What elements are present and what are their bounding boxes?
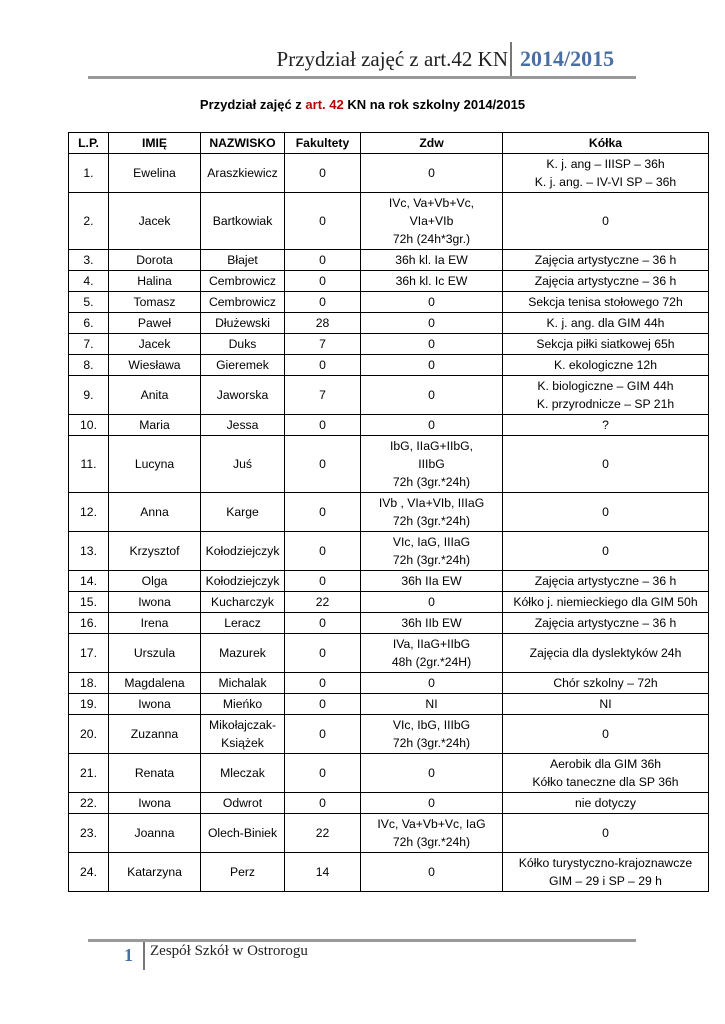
cell-first-name: Zuzanna <box>109 715 201 754</box>
cell-last-name <box>201 715 285 754</box>
cell-kolka-line: 0 <box>602 826 609 840</box>
cell-first-name: Joanna <box>109 814 201 853</box>
cell-zdw-line: IVb , VIa+VIb, IIIaG <box>378 496 485 510</box>
cell-last-name-line: Mleczak <box>220 766 265 780</box>
cell-first-name: Ewelina <box>109 154 201 193</box>
cell-kolka <box>503 793 709 814</box>
cell-kolka <box>503 313 709 334</box>
cell-kolka-line: Zajęcia artystyczne – 36 h <box>534 574 677 588</box>
footer-rule <box>88 939 636 942</box>
cell-lp: 19. <box>69 694 109 715</box>
cell-zdw <box>361 793 503 814</box>
cell-fakultety: 0 <box>285 715 361 754</box>
cell-last-name <box>201 154 285 193</box>
cell-first-name: Wiesława <box>109 355 201 376</box>
header-fakultety: Fakultety <box>285 133 361 154</box>
cell-kolka <box>503 436 709 493</box>
cell-lp: 3. <box>69 250 109 271</box>
cell-kolka-line: Zajęcia artystyczne – 36 h <box>534 253 677 267</box>
cell-last-name <box>201 193 285 250</box>
cell-zdw-line: 0 <box>428 796 435 810</box>
cell-zdw-line: 36h IIb EW <box>401 616 462 630</box>
cell-kolka-line: 0 <box>602 544 609 558</box>
header-separator <box>510 42 512 78</box>
cell-first-name: Irena <box>109 613 201 634</box>
cell-last-name <box>201 313 285 334</box>
cell-last-name-line: Mazurek <box>219 646 266 660</box>
cell-fakultety: 0 <box>285 493 361 532</box>
cell-kolka <box>503 355 709 376</box>
cell-fakultety: 28 <box>285 313 361 334</box>
cell-last-name <box>201 814 285 853</box>
table-row <box>69 571 709 592</box>
cell-last-name-line: Kucharczyk <box>211 595 274 609</box>
cell-lp: 7. <box>69 334 109 355</box>
cell-last-name <box>201 415 285 436</box>
assignment-table <box>68 132 709 892</box>
cell-kolka-line: Aerobik dla GIM 36h <box>549 757 662 771</box>
header-kolka: Kółka <box>503 133 709 154</box>
cell-kolka <box>503 415 709 436</box>
cell-first-name: Iwona <box>109 793 201 814</box>
cell-last-name <box>201 532 285 571</box>
cell-zdw-line: 72h (3gr.*24h) <box>392 835 471 849</box>
cell-kolka-line: K. j. ang – IIISP – 36h <box>546 157 665 171</box>
cell-last-name <box>201 334 285 355</box>
cell-lp: 9. <box>69 376 109 415</box>
cell-zdw-line: IVa, IIaG+IIbG <box>392 637 471 651</box>
cell-kolka <box>503 715 709 754</box>
table-row <box>69 853 709 892</box>
cell-last-name-line: Karge <box>226 505 259 519</box>
cell-last-name-line: Juś <box>233 457 252 471</box>
cell-kolka-line: 0 <box>602 505 609 519</box>
cell-lp: 11. <box>69 436 109 493</box>
cell-last-name-line: Mieńko <box>222 697 263 711</box>
cell-last-name-line: Jessa <box>226 418 259 432</box>
cell-kolka-line: 0 <box>602 457 609 471</box>
cell-kolka-line: Kółko j. niemieckiego dla GIM 50h <box>513 595 698 609</box>
cell-last-name-line: Kołodziejczyk <box>205 574 280 588</box>
table-row <box>69 334 709 355</box>
cell-last-name <box>201 694 285 715</box>
cell-zdw <box>361 754 503 793</box>
cell-kolka-line: NI <box>599 697 612 711</box>
cell-lp: 22. <box>69 793 109 814</box>
cell-lp: 6. <box>69 313 109 334</box>
cell-zdw-line: 72h (3gr.*24h) <box>392 514 471 528</box>
cell-fakultety: 0 <box>285 271 361 292</box>
table-row <box>69 271 709 292</box>
cell-kolka-line: K. j. ang. dla GIM 44h <box>546 316 665 330</box>
cell-lp: 8. <box>69 355 109 376</box>
cell-zdw <box>361 415 503 436</box>
cell-last-name-line: Dłużewski <box>215 316 270 330</box>
cell-fakultety: 22 <box>285 592 361 613</box>
cell-zdw <box>361 355 503 376</box>
cell-last-name-line: Książek <box>221 736 264 750</box>
cell-last-name-line: Mikołajczak- <box>208 718 277 732</box>
cell-kolka-line: Kółko turystyczno-krajoznawcze <box>518 856 693 870</box>
cell-last-name <box>201 634 285 673</box>
cell-zdw <box>361 313 503 334</box>
cell-last-name-line: Perz <box>229 865 256 879</box>
cell-first-name: Magdalena <box>109 673 201 694</box>
cell-zdw-line: IVc, Va+Vb+Vc, <box>388 196 475 210</box>
document-title-part2: KN na rok szkolny 2014/2015 <box>343 97 526 112</box>
cell-zdw-line: IbG, IIaG+IIbG, <box>390 439 473 453</box>
cell-zdw <box>361 592 503 613</box>
table-row <box>69 355 709 376</box>
cell-zdw-line: 72h (3gr.*24h) <box>392 736 471 750</box>
cell-lp: 14. <box>69 571 109 592</box>
cell-fakultety: 0 <box>285 634 361 673</box>
cell-kolka <box>503 814 709 853</box>
cell-kolka <box>503 334 709 355</box>
cell-zdw-line: 72h (3gr.*24h) <box>392 553 471 567</box>
cell-zdw <box>361 250 503 271</box>
cell-kolka-line: Sekcja tenisa stołowego 72h <box>528 295 683 309</box>
cell-first-name: Katarzyna <box>109 853 201 892</box>
cell-zdw-line: 72h (24h*3gr.) <box>392 232 471 246</box>
cell-first-name: Maria <box>109 415 201 436</box>
cell-zdw-line: 72h (3gr.*24h) <box>392 475 471 489</box>
table-row <box>69 193 709 250</box>
cell-first-name: Jacek <box>109 193 201 250</box>
document-title <box>0 97 725 112</box>
page-number: 1 <box>124 945 133 965</box>
cell-zdw-line: 0 <box>428 388 435 402</box>
cell-first-name: Urszula <box>109 634 201 673</box>
cell-kolka <box>503 694 709 715</box>
footer-separator <box>143 942 145 970</box>
cell-fakultety: 0 <box>285 532 361 571</box>
cell-zdw-line: 0 <box>428 337 435 351</box>
table-row <box>69 634 709 673</box>
cell-kolka-line: ? <box>602 418 609 432</box>
table-row <box>69 415 709 436</box>
cell-kolka-line: 0 <box>602 727 609 741</box>
cell-zdw-line: 0 <box>428 316 435 330</box>
table-row <box>69 292 709 313</box>
cell-lp: 10. <box>69 415 109 436</box>
cell-last-name-line: Cembrowicz <box>208 295 277 309</box>
cell-lp: 2. <box>69 193 109 250</box>
document-title-art: art. 42 <box>305 97 344 112</box>
cell-zdw <box>361 694 503 715</box>
cell-zdw-line: 0 <box>428 295 435 309</box>
header-first-name: IMIĘ <box>109 133 201 154</box>
cell-kolka-line: nie dotyczy <box>575 796 636 810</box>
footer-school-name: Zespół Szkół w Ostrorogu <box>150 943 308 959</box>
cell-kolka-line: K. biologiczne – GIM 44h <box>537 379 674 393</box>
cell-lp: 20. <box>69 715 109 754</box>
cell-zdw-line: IIIbG <box>418 457 445 471</box>
cell-kolka-line: Kółko taneczne dla SP 36h <box>532 775 679 789</box>
cell-last-name <box>201 853 285 892</box>
header-rule <box>88 76 636 79</box>
cell-last-name <box>201 754 285 793</box>
table-row <box>69 613 709 634</box>
cell-zdw <box>361 532 503 571</box>
cell-zdw <box>361 334 503 355</box>
cell-kolka <box>503 250 709 271</box>
cell-last-name-line: Kołodziejczyk <box>205 544 280 558</box>
cell-last-name-line: Michalak <box>218 676 267 690</box>
cell-first-name: Anna <box>109 493 201 532</box>
table-row <box>69 313 709 334</box>
table-row <box>69 673 709 694</box>
cell-last-name-line: Błajet <box>227 253 258 267</box>
cell-last-name-line: Araszkiewicz <box>207 166 278 180</box>
header-lp: L.P. <box>69 133 109 154</box>
table-row <box>69 592 709 613</box>
cell-first-name: Iwona <box>109 592 201 613</box>
cell-lp: 23. <box>69 814 109 853</box>
cell-last-name-line: Odwrot <box>222 796 263 810</box>
cell-zdw-line: NI <box>425 697 438 711</box>
cell-last-name <box>201 292 285 313</box>
cell-kolka-line: Zajęcia artystyczne – 36 h <box>534 274 677 288</box>
cell-fakultety: 0 <box>285 673 361 694</box>
cell-kolka-line: Sekcja piłki siatkowej 65h <box>536 337 675 351</box>
cell-fakultety: 0 <box>285 694 361 715</box>
cell-zdw <box>361 814 503 853</box>
cell-last-name <box>201 493 285 532</box>
cell-lp: 5. <box>69 292 109 313</box>
cell-last-name <box>201 592 285 613</box>
page-header <box>88 42 636 78</box>
cell-first-name: Olga <box>109 571 201 592</box>
cell-first-name: Halina <box>109 271 201 292</box>
cell-fakultety: 0 <box>285 193 361 250</box>
table-row <box>69 793 709 814</box>
cell-zdw <box>361 193 503 250</box>
cell-zdw-line: VIc, IbG, IIIbG <box>392 718 471 732</box>
cell-first-name: Krzysztof <box>109 532 201 571</box>
cell-fakultety: 0 <box>285 754 361 793</box>
cell-zdw-line: 36h kl. Ic EW <box>395 274 468 288</box>
cell-lp: 17. <box>69 634 109 673</box>
cell-fakultety: 0 <box>285 436 361 493</box>
cell-last-name <box>201 793 285 814</box>
cell-last-name <box>201 376 285 415</box>
cell-zdw <box>361 436 503 493</box>
cell-fakultety: 22 <box>285 814 361 853</box>
cell-kolka <box>503 493 709 532</box>
cell-fakultety: 0 <box>285 250 361 271</box>
cell-fakultety: 0 <box>285 415 361 436</box>
header-zdw: Zdw <box>361 133 503 154</box>
table-header-row <box>69 133 709 154</box>
cell-kolka <box>503 634 709 673</box>
cell-first-name: Jacek <box>109 334 201 355</box>
cell-kolka-line: K. j. ang. – IV-VI SP – 36h <box>534 175 677 189</box>
cell-zdw <box>361 376 503 415</box>
cell-zdw-line: 0 <box>428 766 435 780</box>
header-title: Przydział zajęć z art.42 KN <box>276 47 508 71</box>
cell-lp: 21. <box>69 754 109 793</box>
cell-lp: 12. <box>69 493 109 532</box>
cell-last-name-line: Olech-Biniek <box>207 826 278 840</box>
cell-zdw <box>361 292 503 313</box>
cell-zdw <box>361 673 503 694</box>
cell-kolka-line: Zajęcia artystyczne – 36 h <box>534 616 677 630</box>
cell-zdw-line: 0 <box>428 358 435 372</box>
cell-zdw <box>361 493 503 532</box>
cell-kolka <box>503 193 709 250</box>
cell-zdw <box>361 613 503 634</box>
cell-last-name-line: Jaworska <box>216 388 269 402</box>
cell-kolka <box>503 571 709 592</box>
cell-zdw-line: 0 <box>428 418 435 432</box>
cell-kolka <box>503 754 709 793</box>
cell-fakultety: 7 <box>285 334 361 355</box>
cell-first-name: Lucyna <box>109 436 201 493</box>
header-year: 2014/2015 <box>520 46 615 71</box>
cell-fakultety: 0 <box>285 355 361 376</box>
cell-lp: 24. <box>69 853 109 892</box>
cell-kolka <box>503 532 709 571</box>
cell-zdw-line: 48h (2gr.*24H) <box>391 655 472 669</box>
document-title-part1: Przydział zajęć z <box>199 97 306 112</box>
cell-last-name <box>201 271 285 292</box>
cell-first-name: Paweł <box>109 313 201 334</box>
table-row <box>69 436 709 493</box>
table-row <box>69 376 709 415</box>
cell-last-name <box>201 571 285 592</box>
cell-zdw-line: 36h IIa EW <box>401 574 462 588</box>
table-row <box>69 154 709 193</box>
cell-last-name-line: Cembrowicz <box>208 274 277 288</box>
cell-lp: 1. <box>69 154 109 193</box>
cell-zdw-line: 0 <box>428 166 435 180</box>
table-body <box>69 154 709 892</box>
table-row <box>69 250 709 271</box>
cell-kolka <box>503 154 709 193</box>
cell-last-name-line: Leracz <box>224 616 261 630</box>
cell-lp: 4. <box>69 271 109 292</box>
cell-kolka-line: K. przyrodnicze – SP 21h <box>536 397 675 411</box>
table-row <box>69 493 709 532</box>
cell-zdw-line: VIa+VIb <box>409 214 454 228</box>
cell-kolka-line: GIM – 29 i SP – 29 h <box>549 874 662 888</box>
cell-zdw <box>361 715 503 754</box>
cell-zdw-line: 0 <box>428 865 435 879</box>
cell-last-name-line: Bartkowiak <box>212 214 273 228</box>
cell-fakultety: 0 <box>285 571 361 592</box>
cell-kolka-line: Zajęcia dla dyslektyków 24h <box>529 646 682 660</box>
cell-last-name <box>201 673 285 694</box>
cell-zdw <box>361 271 503 292</box>
cell-last-name-line: Gieremek <box>216 358 269 372</box>
cell-first-name: Anita <box>109 376 201 415</box>
cell-kolka <box>503 853 709 892</box>
cell-lp: 15. <box>69 592 109 613</box>
cell-kolka <box>503 592 709 613</box>
cell-kolka <box>503 673 709 694</box>
cell-first-name: Tomasz <box>109 292 201 313</box>
cell-zdw <box>361 571 503 592</box>
cell-kolka-line: Chór szkolny – 72h <box>553 676 658 690</box>
cell-zdw <box>361 634 503 673</box>
cell-zdw <box>361 853 503 892</box>
cell-last-name <box>201 436 285 493</box>
table-row <box>69 532 709 571</box>
cell-kolka <box>503 292 709 313</box>
cell-zdw-line: 0 <box>428 595 435 609</box>
table-row <box>69 694 709 715</box>
table-row <box>69 754 709 793</box>
cell-kolka <box>503 271 709 292</box>
cell-zdw <box>361 154 503 193</box>
cell-zdw-line: VIc, IaG, IIIaG <box>392 535 471 549</box>
cell-last-name <box>201 613 285 634</box>
cell-kolka <box>503 613 709 634</box>
cell-kolka-line: 0 <box>602 214 609 228</box>
cell-first-name: Iwona <box>109 694 201 715</box>
cell-first-name: Renata <box>109 754 201 793</box>
cell-fakultety: 0 <box>285 154 361 193</box>
cell-kolka <box>503 376 709 415</box>
cell-fakultety: 0 <box>285 613 361 634</box>
header-last-name: NAZWISKO <box>201 133 285 154</box>
cell-fakultety: 0 <box>285 292 361 313</box>
cell-fakultety: 14 <box>285 853 361 892</box>
cell-kolka-line: K. ekologiczne 12h <box>554 358 657 372</box>
cell-zdw-line: IVc, Va+Vb+Vc, IaG <box>377 817 486 831</box>
cell-last-name <box>201 250 285 271</box>
table-row <box>69 715 709 754</box>
cell-lp: 18. <box>69 673 109 694</box>
cell-zdw-line: 0 <box>428 676 435 690</box>
cell-last-name <box>201 355 285 376</box>
cell-lp: 13. <box>69 532 109 571</box>
cell-zdw-line: 36h kl. Ia EW <box>395 253 468 267</box>
cell-last-name-line: Duks <box>228 337 257 351</box>
cell-first-name: Dorota <box>109 250 201 271</box>
cell-lp: 16. <box>69 613 109 634</box>
cell-fakultety: 0 <box>285 793 361 814</box>
table-row <box>69 814 709 853</box>
cell-fakultety: 7 <box>285 376 361 415</box>
